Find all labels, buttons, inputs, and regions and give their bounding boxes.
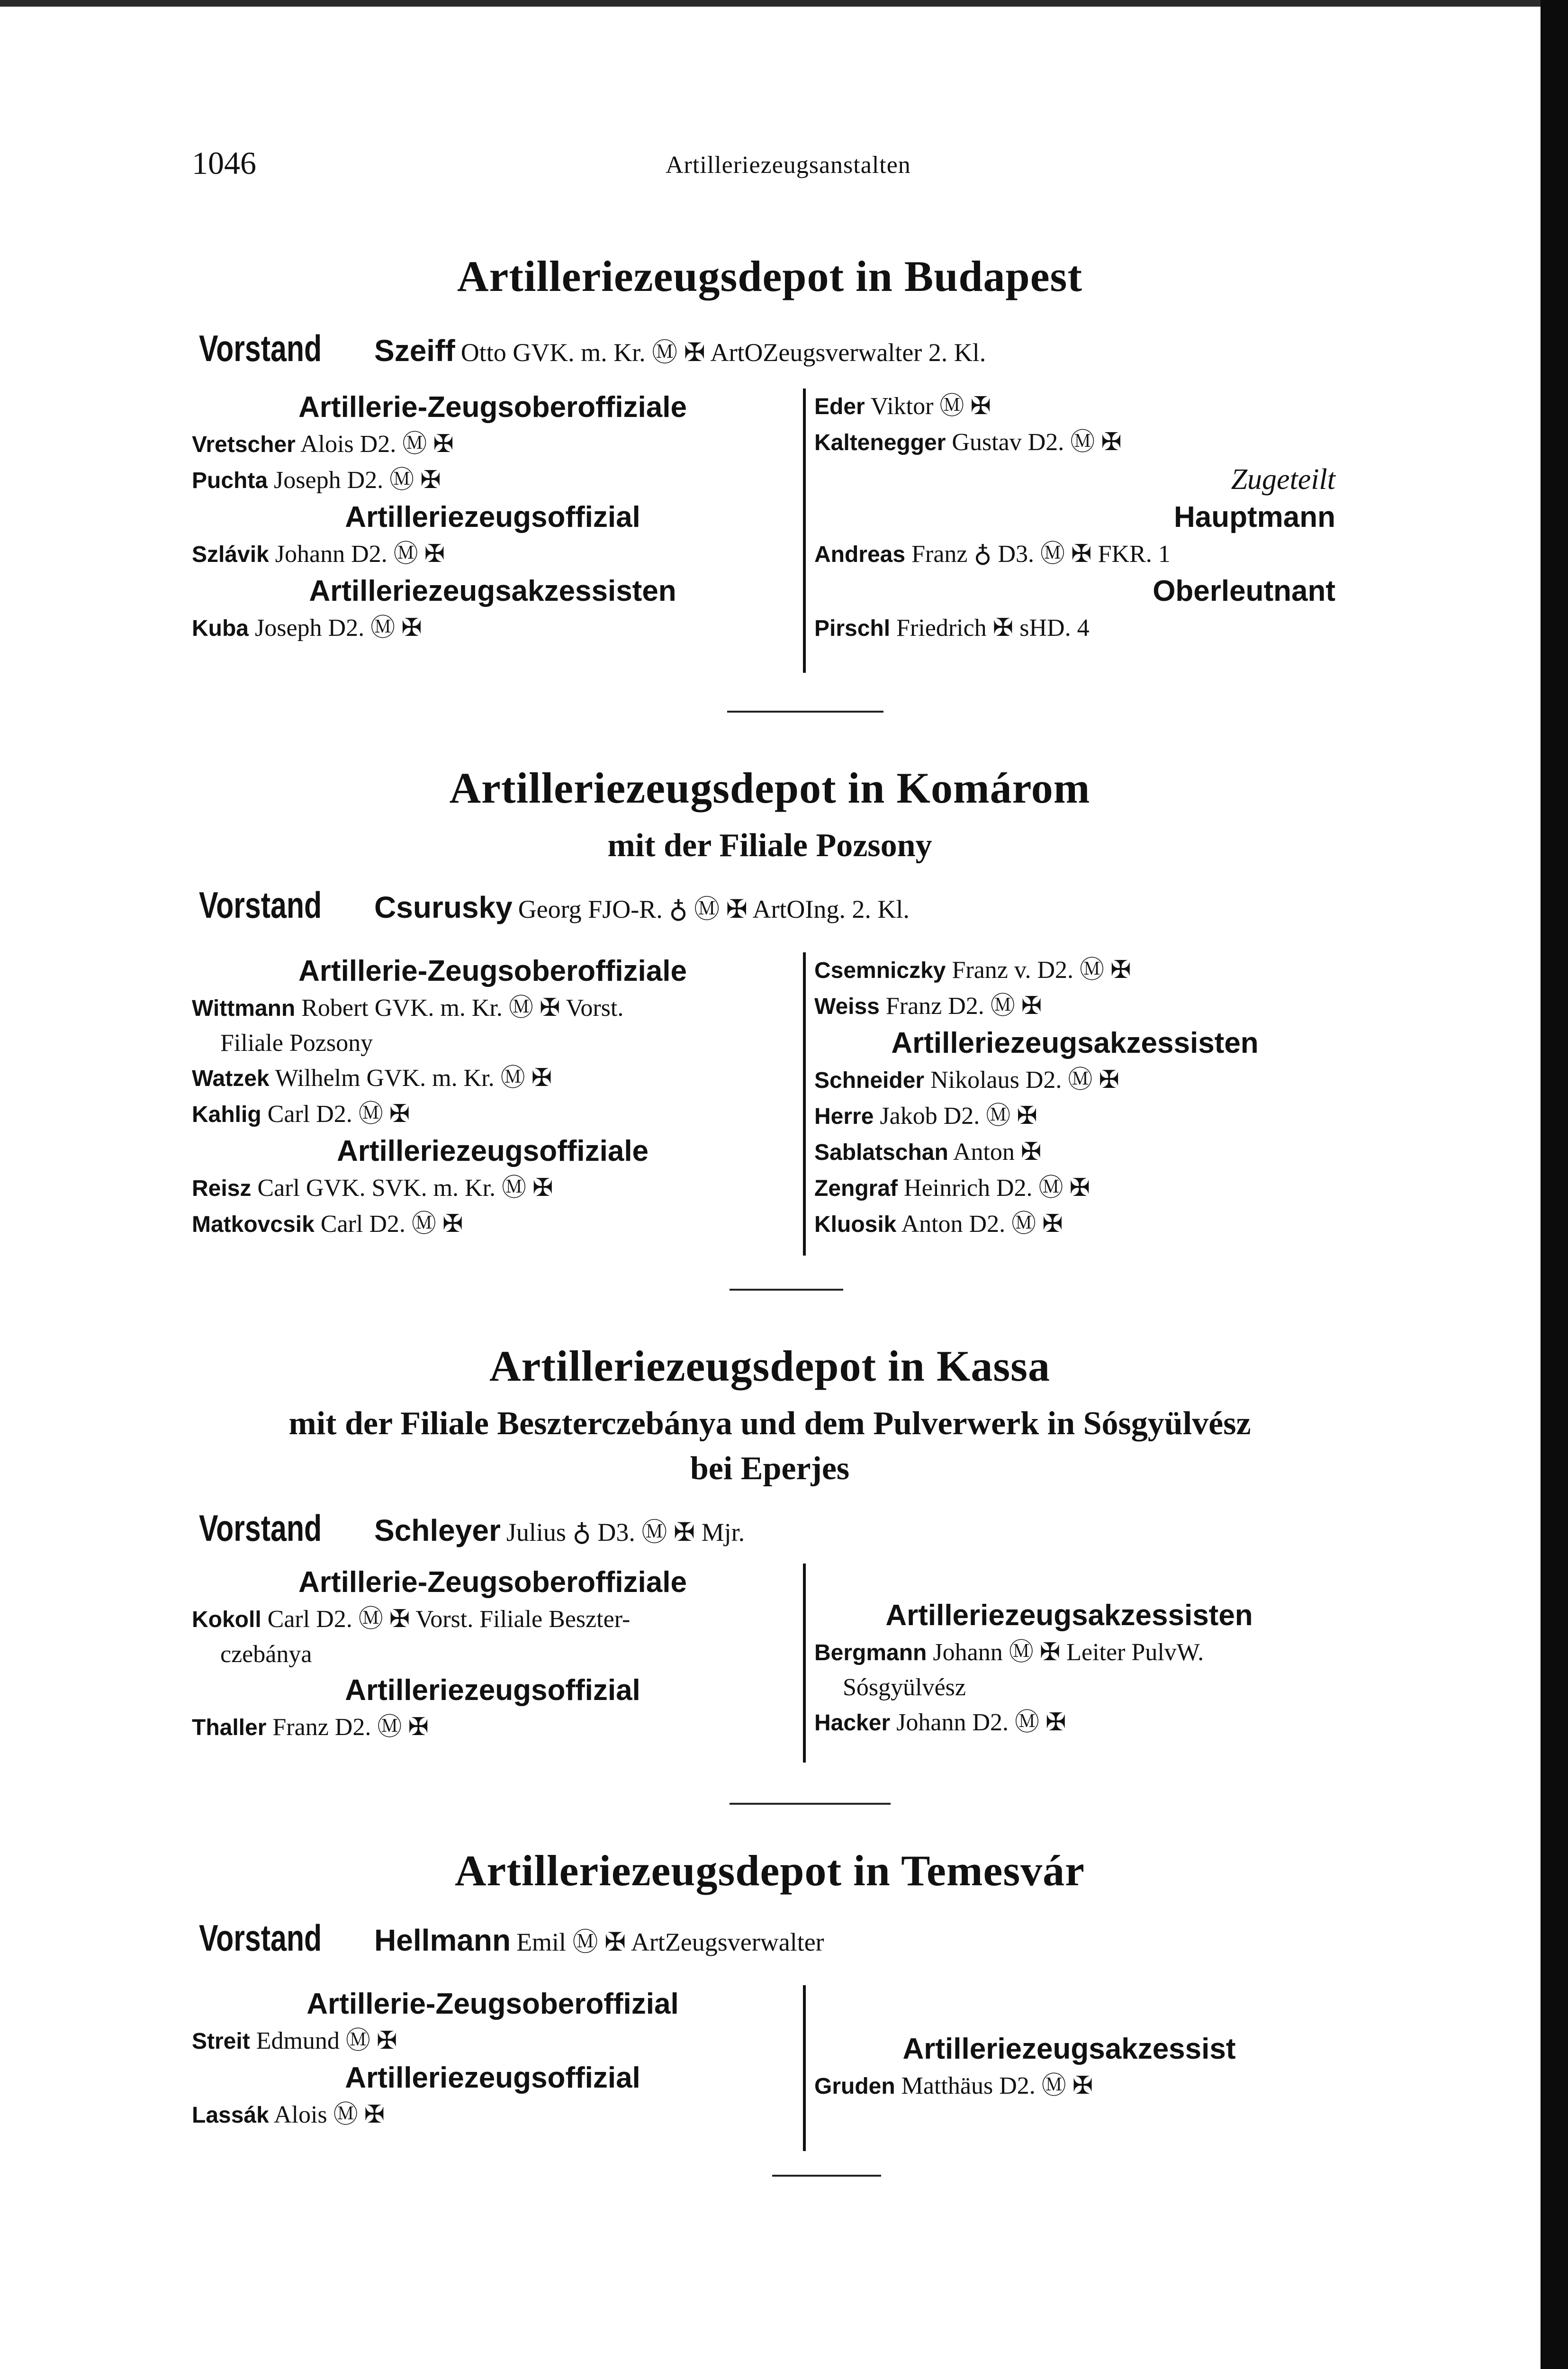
person-details: Carl D2. Ⓜ ✠ [267,1101,410,1128]
person-details: Carl GVK. SVK. m. Kr. Ⓜ ✠ [257,1175,553,1202]
vorstand-label: Vorstand [199,327,322,369]
vorstand-details: Otto GVK. m. Kr. Ⓜ ✠ ArtOZeugsverwalter 2. Kl. [460,338,986,367]
person-details: Gustav D2. Ⓜ ✠ [952,429,1122,456]
category-heading: Artilleriezeugsakzessisten [885,1599,1253,1632]
running-head: Artilleriezeugsanstalten [666,152,911,179]
section-divider [772,2175,881,2177]
surname: Kluosik [814,1212,897,1237]
person-details: Alois D2. Ⓜ ✠ [300,431,454,458]
vorstand-name: Szeiff [374,334,455,368]
surname: Sablatschan [814,1140,948,1165]
surname: Szlávik [192,542,269,567]
section-divider [730,1803,891,1805]
person-details: Heinrich D2. Ⓜ ✠ [904,1175,1090,1202]
section-title-temesvar: Artilleriezeugsdepot in Temesvár [454,1846,1085,1895]
surname: Thaller [192,1715,267,1740]
person-details: Carl D2. Ⓜ ✠ Vorst. Filiale Beszter- [267,1606,631,1633]
vorstand-details: Julius ♁ D3. Ⓜ ✠ Mjr. [506,1518,745,1546]
surname: Puchta [192,468,268,493]
person-details: Wilhelm GVK. m. Kr. Ⓜ ✠ [275,1065,552,1092]
surname: Herre [814,1104,874,1129]
person-details: Franz D2. Ⓜ ✠ [272,1714,429,1741]
section-title-komarom: Artilleriezeugsdepot in Komárom [449,764,1090,812]
surname: Vretscher [192,432,296,457]
person-details: Anton ✠ [953,1139,1042,1166]
surname: Zengraf [814,1176,898,1201]
surname: Streit [192,2029,250,2054]
category-heading: Artilleriezeugsoffizial [345,1674,640,1707]
person-details: Franz D2. Ⓜ ✠ [885,993,1042,1020]
scan-edge-right [1541,0,1568,2369]
surname: Eder [814,394,865,419]
person-entry [192,2097,793,2133]
person-entry [814,1206,1335,1242]
person-entry [814,1170,1335,1206]
person-details: Franz v. D2. Ⓜ ✠ [952,957,1131,984]
person-details: Viktor Ⓜ ✠ [870,393,991,420]
surname: Lassák [192,2103,269,2128]
person-details: Edmund Ⓜ ✠ [256,2027,397,2054]
komarom-right-column [803,952,1335,1256]
category-heading: Artillerie-Zeugsoberoffiziale [298,391,687,424]
vorstand-kassa [199,1507,745,1549]
vorstand-name: Schleyer [374,1513,501,1547]
person-details: Nikolaus D2. Ⓜ ✠ [930,1067,1119,1094]
temesvar-right-column [803,1985,1324,2151]
surname: Kaltenegger [814,430,946,455]
person-details: Joseph D2. Ⓜ ✠ [255,615,422,642]
surname: Kuba [192,616,249,641]
person-details: Anton D2. Ⓜ ✠ [901,1211,1063,1238]
person-details: Matthäus D2. Ⓜ ✠ [901,2072,1093,2099]
person-entry [814,2068,1324,2104]
section-subtitle-komarom: mit der Filiale Pozsony [607,827,932,864]
person-entry [192,1060,793,1096]
vorstand-budapest [199,327,986,370]
category-heading: Artillerie-Zeugsoberoffiziale [298,1566,687,1599]
surname: Andreas [814,542,906,567]
person-details: Carl D2. Ⓜ ✠ [320,1211,463,1238]
entry-continuation: Filiale Pozsony [220,1030,373,1057]
kassa-left-column [192,1564,793,1745]
budapest-right-column [803,389,1335,673]
vorstand-label: Vorstand [199,1917,322,1959]
person-details: Joseph D2. Ⓜ ✠ [274,467,441,494]
surname: Schneider [814,1068,925,1093]
person-entry [192,536,793,572]
category-heading: Hauptmann [1174,501,1335,533]
category-heading: Artilleriezeugsoffizial [345,501,640,533]
category-heading: Artilleriezeugsoffizial [345,2062,640,2094]
person-entry [192,462,793,498]
section-subtitle2-kassa: bei Eperjes [690,1450,850,1487]
surname: Gruden [814,2074,895,2099]
person-details: Alois Ⓜ ✠ [273,2101,385,2128]
vorstand-details: Georg FJO-R. ♁ Ⓜ ✠ ArtOIng. 2. Kl. [518,895,910,923]
surname: Hacker [814,1710,891,1736]
category-heading: Artilleriezeugsakzessisten [309,575,676,607]
section-divider [730,1289,843,1291]
category-heading: Artilleriezeugsoffiziale [336,1135,649,1167]
person-entry [814,952,1335,988]
category-heading: Artilleriezeugsakzessist [902,2033,1236,2065]
kassa-right-column [803,1564,1324,1763]
person-details: Jakob D2. Ⓜ ✠ [880,1103,1037,1130]
person-entry [192,426,793,462]
vorstand-temesvar [199,1917,824,1959]
person-entry [192,990,793,1026]
person-entry [814,988,1335,1024]
surname: Kahlig [192,1102,261,1127]
category-heading: Artillerie-Zeugsoberoffizial [306,1988,679,2020]
assignment-note: Zugeteilt [1231,463,1335,496]
section-title-budapest: Artilleriezeugsdepot in Budapest [457,252,1082,300]
person-entry [192,610,793,646]
page-header [192,145,1376,182]
person-entry [192,1170,793,1206]
surname: Csemniczky [814,958,946,983]
person-entry [192,1206,793,1242]
person-entry [192,1096,793,1132]
section-subtitle-kassa: mit der Filiale Beszterczebánya und dem Pulverwerk in Sósgyülvész [288,1405,1251,1442]
vorstand-label: Vorstand [199,1507,322,1549]
entry-continuation: czebánya [220,1641,312,1668]
person-details: Johann D2. Ⓜ ✠ [896,1709,1066,1736]
person-entry [192,1709,793,1745]
person-details: Robert GVK. m. Kr. Ⓜ ✠ Vorst. [301,995,624,1022]
person-entry [814,1062,1335,1098]
budapest-left-column [192,389,793,646]
surname: Matkovcsik [192,1212,315,1237]
vorstand-details: Emil Ⓜ ✠ ArtZeugsverwalter [516,1928,824,1956]
person-entry [814,425,1335,461]
person-entry [814,1705,1324,1741]
surname: Reisz [192,1176,252,1201]
person-entry [814,1635,1324,1671]
vorstand-label: Vorstand [199,884,322,926]
scan-edge-top [0,0,1568,7]
person-details: Johann D2. Ⓜ ✠ [275,541,445,568]
section-title-kassa: Artilleriezeugsdepot in Kassa [489,1342,1050,1390]
person-entry [814,1134,1335,1170]
person-entry [814,389,1335,425]
person-entry [814,1098,1335,1134]
vorstand-komarom [199,884,910,926]
vorstand-name: Hellmann [374,1923,511,1957]
person-entry [192,2023,793,2059]
person-details: Johann Ⓜ ✠ Leiter PulvW. [933,1639,1204,1666]
surname: Wittmann [192,996,296,1021]
person-details: Friedrich ✠ sHD. 4 [896,615,1090,642]
vorstand-name: Csurusky [374,890,513,924]
category-heading: Oberleutnant [1153,575,1335,607]
entry-continuation: Sósgyülvész [843,1674,966,1701]
surname: Watzek [192,1066,270,1091]
category-heading: Artilleriezeugsakzessisten [891,1027,1259,1059]
section-divider [727,711,883,713]
person-entry [192,1601,793,1637]
category-heading: Artillerie-Zeugsoberoffiziale [298,955,687,987]
person-entry [814,536,1335,572]
surname: Bergmann [814,1640,927,1665]
person-details: Franz ♁ D3. Ⓜ ✠ FKR. 1 [911,541,1171,568]
temesvar-left-column [192,1985,793,2133]
komarom-left-column [192,952,793,1242]
surname: Weiss [814,994,880,1019]
page-number: 1046 [192,145,256,181]
person-entry [814,610,1335,646]
surname: Kokoll [192,1607,261,1632]
surname: Pirschl [814,616,891,641]
